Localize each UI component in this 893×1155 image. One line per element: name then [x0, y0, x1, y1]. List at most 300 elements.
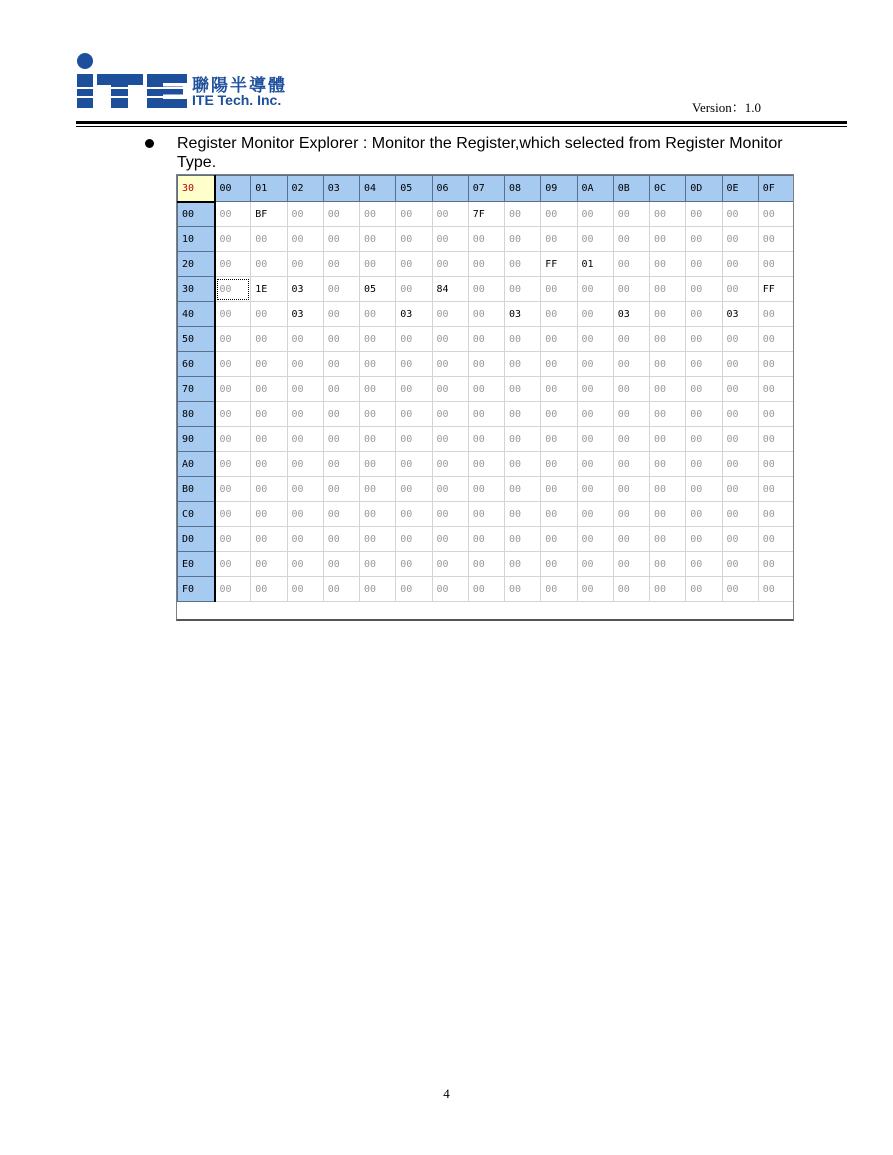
register-cell[interactable]: 00 [722, 477, 758, 502]
register-cell[interactable]: 00 [287, 402, 323, 427]
register-cell[interactable]: 00 [577, 577, 613, 602]
ite-logo [75, 52, 305, 112]
register-cell[interactable]: 00 [650, 527, 686, 552]
register-cell[interactable]: 00 [468, 552, 504, 577]
register-cell[interactable]: 00 [215, 377, 251, 402]
register-cell[interactable]: 00 [722, 252, 758, 277]
register-cell[interactable]: 00 [650, 427, 686, 452]
register-cell[interactable]: 00 [468, 352, 504, 377]
register-cell[interactable]: 00 [468, 402, 504, 427]
register-cell[interactable]: 00 [432, 427, 468, 452]
column-header-0F: 0F [758, 176, 794, 202]
register-cell[interactable]: 00 [650, 552, 686, 577]
register-cell[interactable]: 00 [686, 577, 722, 602]
row-header-90: 90 [178, 427, 215, 452]
register-cell[interactable]: 00 [541, 427, 577, 452]
register-cell[interactable]: 00 [505, 527, 541, 552]
register-cell[interactable]: 00 [432, 577, 468, 602]
register-cell[interactable]: 00 [686, 402, 722, 427]
register-cell[interactable]: 00 [251, 402, 287, 427]
register-cell[interactable]: 00 [215, 527, 251, 552]
register-cell[interactable]: 00 [215, 577, 251, 602]
register-cell[interactable]: 00 [577, 527, 613, 552]
register-cell[interactable]: 00 [613, 427, 649, 452]
register-cell[interactable]: 00 [396, 227, 432, 252]
register-cell[interactable]: 00 [323, 377, 359, 402]
register-cell[interactable]: 00 [686, 227, 722, 252]
register-cell[interactable]: 00 [505, 227, 541, 252]
row-header-40: 40 [178, 302, 215, 327]
register-cell[interactable]: 00 [722, 377, 758, 402]
column-header-09: 09 [541, 176, 577, 202]
register-cell[interactable]: 00 [323, 277, 359, 302]
register-cell[interactable]: 00 [505, 502, 541, 527]
register-cell[interactable]: 00 [577, 427, 613, 452]
register-cell[interactable]: 03 [287, 302, 323, 327]
register-cell[interactable]: 00 [468, 427, 504, 452]
register-cell[interactable]: 00 [432, 202, 468, 227]
register-cell[interactable]: 00 [505, 452, 541, 477]
register-cell[interactable]: 7F [468, 202, 504, 227]
register-cell[interactable]: 00 [758, 402, 794, 427]
register-cell[interactable]: 00 [650, 477, 686, 502]
register-cell[interactable]: 00 [251, 527, 287, 552]
register-cell[interactable]: 00 [541, 277, 577, 302]
register-cell[interactable]: 00 [541, 377, 577, 402]
register-cell[interactable]: 00 [360, 577, 396, 602]
register-cell[interactable]: 00 [215, 352, 251, 377]
register-cell[interactable]: 00 [323, 352, 359, 377]
register-cell[interactable]: 00 [215, 427, 251, 452]
register-cell[interactable]: 05 [360, 277, 396, 302]
register-cell[interactable]: 00 [541, 527, 577, 552]
column-header-05: 05 [396, 176, 432, 202]
register-cell[interactable]: 00 [541, 202, 577, 227]
row-header-20: 20 [178, 252, 215, 277]
register-cell[interactable]: 00 [686, 352, 722, 377]
register-cell[interactable]: 00 [577, 477, 613, 502]
register-cell[interactable]: 00 [577, 227, 613, 252]
register-cell[interactable]: 00 [360, 327, 396, 352]
register-cell[interactable]: 00 [541, 452, 577, 477]
register-cell[interactable]: 1E [251, 277, 287, 302]
register-cell[interactable]: 00 [722, 202, 758, 227]
register-cell[interactable]: 00 [650, 227, 686, 252]
register-cell[interactable]: 00 [287, 477, 323, 502]
register-cell[interactable]: 00 [432, 252, 468, 277]
register-cell[interactable]: 00 [722, 277, 758, 302]
register-cell[interactable]: 00 [686, 327, 722, 352]
register-cell[interactable]: 00 [396, 577, 432, 602]
register-cell[interactable]: 00 [323, 327, 359, 352]
row-header-60: 60 [178, 352, 215, 377]
register-cell[interactable]: 00 [613, 527, 649, 552]
register-cell[interactable]: 00 [323, 477, 359, 502]
register-cell[interactable]: 00 [722, 527, 758, 552]
register-cell[interactable]: 00 [287, 452, 323, 477]
table-row [178, 502, 795, 527]
grid-corner-cell: 30 [178, 176, 215, 202]
register-cell[interactable]: 00 [577, 452, 613, 477]
register-cell[interactable]: 00 [251, 452, 287, 477]
register-cell[interactable]: 00 [613, 202, 649, 227]
register-cell[interactable]: 00 [468, 377, 504, 402]
register-cell[interactable]: 00 [287, 502, 323, 527]
register-cell[interactable]: 03 [505, 302, 541, 327]
register-cell[interactable]: 00 [360, 527, 396, 552]
register-cell[interactable]: 00 [468, 452, 504, 477]
register-cell[interactable]: 01 [577, 252, 613, 277]
register-cell[interactable]: 00 [360, 452, 396, 477]
header-rule-thin [76, 126, 847, 127]
register-cell[interactable]: 00 [613, 327, 649, 352]
register-cell[interactable]: 00 [650, 577, 686, 602]
register-cell[interactable]: 00 [505, 577, 541, 602]
register-cell[interactable]: 00 [432, 402, 468, 427]
register-cell[interactable]: FF [541, 252, 577, 277]
register-cell[interactable]: 00 [251, 477, 287, 502]
column-header-03: 03 [323, 176, 359, 202]
register-cell[interactable]: 00 [323, 527, 359, 552]
register-cell[interactable]: 00 [758, 352, 794, 377]
register-cell[interactable]: 00 [541, 352, 577, 377]
register-cell[interactable]: 00 [396, 352, 432, 377]
register-cell[interactable]: 00 [432, 302, 468, 327]
register-cell[interactable]: 00 [323, 302, 359, 327]
register-cell[interactable]: 00 [251, 377, 287, 402]
register-cell[interactable]: 00 [758, 577, 794, 602]
register-cell[interactable]: 00 [215, 402, 251, 427]
register-cell[interactable]: 00 [758, 452, 794, 477]
register-cell[interactable]: 00 [215, 477, 251, 502]
register-cell[interactable]: 00 [396, 277, 432, 302]
register-cell[interactable]: 00 [650, 277, 686, 302]
register-cell[interactable]: 00 [505, 427, 541, 452]
register-cell[interactable]: 00 [650, 452, 686, 477]
register-cell[interactable]: 84 [432, 277, 468, 302]
register-cell[interactable]: 00 [287, 377, 323, 402]
register-cell[interactable]: 00 [432, 502, 468, 527]
register-cell[interactable]: 00 [468, 277, 504, 302]
register-cell[interactable]: 00 [215, 252, 251, 277]
register-cell[interactable]: 00 [396, 252, 432, 277]
register-cell[interactable]: 00 [215, 327, 251, 352]
register-cell[interactable]: 00 [758, 227, 794, 252]
row-header-F0: F0 [178, 577, 215, 602]
register-cell[interactable]: 00 [505, 327, 541, 352]
table-row [178, 227, 795, 252]
row-header-50: 50 [178, 327, 215, 352]
table-row [178, 352, 795, 377]
register-cell[interactable]: 00 [613, 452, 649, 477]
register-cell[interactable]: 00 [613, 227, 649, 252]
register-cell[interactable]: 00 [722, 227, 758, 252]
register-cell[interactable]: 00 [323, 402, 359, 427]
register-cell[interactable]: 00 [251, 427, 287, 452]
register-cell[interactable]: 03 [287, 277, 323, 302]
bullet-text: Register Monitor Explorer : Monitor the Register,which selected from Register Monitor Type. [177, 135, 783, 171]
register-cell[interactable]: 00 [686, 477, 722, 502]
register-cell[interactable]: 00 [541, 302, 577, 327]
register-cell[interactable]: 00 [650, 202, 686, 227]
register-cell[interactable]: 00 [323, 552, 359, 577]
register-cell[interactable]: 00 [686, 527, 722, 552]
register-cell[interactable]: 00 [432, 477, 468, 502]
row-header-70: 70 [178, 377, 215, 402]
table-row [178, 402, 795, 427]
column-header-0E: 0E [722, 176, 758, 202]
register-cell[interactable]: 00 [650, 252, 686, 277]
column-header-0B: 0B [613, 176, 649, 202]
register-cell[interactable]: 00 [251, 577, 287, 602]
register-cell[interactable]: 00 [722, 502, 758, 527]
register-cell[interactable]: 00 [541, 327, 577, 352]
register-cell[interactable]: 00 [468, 252, 504, 277]
register-cell[interactable]: 00 [577, 327, 613, 352]
register-cell[interactable]: 00 [215, 302, 251, 327]
register-cell[interactable]: 00 [613, 252, 649, 277]
register-cell[interactable]: 00 [758, 427, 794, 452]
version-label: Version：1.0 [692, 100, 761, 115]
register-cell[interactable]: 00 [686, 427, 722, 452]
register-cell[interactable]: 00 [505, 202, 541, 227]
row-header-80: 80 [178, 402, 215, 427]
register-cell[interactable]: 00 [722, 352, 758, 377]
register-cell[interactable]: 00 [323, 427, 359, 452]
register-cell[interactable]: 00 [505, 552, 541, 577]
company-name-cn: 聯陽半導體 [192, 76, 287, 96]
register-cell[interactable]: 00 [541, 577, 577, 602]
table-row [178, 302, 795, 327]
column-header-04: 04 [360, 176, 396, 202]
register-cell[interactable]: 00 [650, 377, 686, 402]
register-cell[interactable]: 00 [396, 452, 432, 477]
register-cell[interactable]: 00 [432, 377, 468, 402]
register-cell[interactable]: 00 [432, 452, 468, 477]
register-cell[interactable]: 00 [287, 327, 323, 352]
register-cell[interactable]: 00 [686, 452, 722, 477]
register-cell[interactable]: 00 [577, 552, 613, 577]
register-cell[interactable]: 03 [722, 302, 758, 327]
register-cell[interactable]: 00 [686, 377, 722, 402]
register-cell[interactable]: 00 [396, 552, 432, 577]
register-cell[interactable]: 00 [468, 302, 504, 327]
register-cell[interactable]: 00 [722, 577, 758, 602]
register-cell[interactable]: 00 [396, 377, 432, 402]
register-cell[interactable]: 00 [287, 227, 323, 252]
register-cell[interactable]: 00 [251, 552, 287, 577]
register-cell[interactable]: 00 [577, 202, 613, 227]
column-header-0A: 0A [577, 176, 613, 202]
register-cell[interactable]: 00 [323, 252, 359, 277]
register-cell[interactable]: 00 [613, 577, 649, 602]
register-cell[interactable]: 00 [251, 302, 287, 327]
table-row [178, 552, 795, 577]
register-cell[interactable]: 00 [613, 402, 649, 427]
register-cell[interactable]: 00 [432, 227, 468, 252]
register-cell[interactable]: 00 [468, 227, 504, 252]
register-cell[interactable]: 00 [323, 502, 359, 527]
register-cell[interactable]: 00 [287, 427, 323, 452]
register-cell[interactable]: 00 [360, 502, 396, 527]
register-cell[interactable]: 00 [360, 402, 396, 427]
register-cell[interactable]: 00 [650, 352, 686, 377]
register-cell[interactable]: 00 [215, 202, 251, 227]
register-cell[interactable]: 00 [396, 202, 432, 227]
register-cell[interactable]: 00 [758, 477, 794, 502]
register-cell[interactable]: 00 [251, 502, 287, 527]
table-row [178, 527, 795, 552]
register-cell[interactable]: 00 [541, 552, 577, 577]
register-cell[interactable]: 00 [468, 502, 504, 527]
register-cell[interactable]: 03 [613, 302, 649, 327]
register-cell[interactable]: 00 [650, 402, 686, 427]
register-cell[interactable]: 00 [432, 327, 468, 352]
register-cell[interactable]: 00 [505, 352, 541, 377]
register-cell[interactable]: 00 [722, 327, 758, 352]
register-cell[interactable]: 00 [758, 377, 794, 402]
register-cell[interactable]: 00 [613, 377, 649, 402]
register-cell[interactable]: 00 [432, 527, 468, 552]
register-cell[interactable]: 00 [360, 202, 396, 227]
table-row [178, 427, 795, 452]
register-cell[interactable]: 00 [323, 202, 359, 227]
register-cell[interactable]: 00 [650, 327, 686, 352]
register-cell[interactable]: 00 [577, 502, 613, 527]
register-cell[interactable]: 00 [505, 277, 541, 302]
register-cell[interactable]: 00 [432, 552, 468, 577]
register-cell[interactable]: 00 [251, 352, 287, 377]
register-cell[interactable]: FF [758, 277, 794, 302]
register-cell[interactable]: 00 [541, 502, 577, 527]
register-cell[interactable]: 00 [758, 327, 794, 352]
register-cell[interactable]: 00 [360, 302, 396, 327]
register-cell[interactable]: 00 [577, 302, 613, 327]
register-cell[interactable]: 00 [396, 527, 432, 552]
column-header-0D: 0D [686, 176, 722, 202]
register-cell[interactable]: 00 [360, 477, 396, 502]
register-cell[interactable]: 00 [577, 402, 613, 427]
register-cell[interactable]: 00 [360, 552, 396, 577]
register-cell[interactable]: 00 [360, 352, 396, 377]
register-cell[interactable]: 00 [396, 477, 432, 502]
register-cell[interactable]: 00 [577, 277, 613, 302]
register-cell[interactable]: 00 [215, 277, 251, 302]
register-cell[interactable]: 00 [468, 327, 504, 352]
column-header-02: 02 [287, 176, 323, 202]
register-cell[interactable]: 00 [287, 527, 323, 552]
register-cell[interactable]: 00 [323, 227, 359, 252]
register-cell[interactable]: 00 [360, 427, 396, 452]
register-cell[interactable]: 00 [758, 552, 794, 577]
register-cell[interactable]: 03 [396, 302, 432, 327]
register-cell[interactable]: 00 [323, 452, 359, 477]
register-cell[interactable]: 00 [686, 252, 722, 277]
register-cell[interactable]: 00 [251, 327, 287, 352]
row-header-E0: E0 [178, 552, 215, 577]
row-header-D0: D0 [178, 527, 215, 552]
register-cell[interactable]: 00 [541, 402, 577, 427]
register-cell[interactable]: 00 [577, 352, 613, 377]
register-cell[interactable]: 00 [505, 402, 541, 427]
register-cell[interactable]: 00 [360, 377, 396, 402]
table-row [178, 377, 795, 402]
register-cell[interactable]: 00 [613, 352, 649, 377]
table-row [178, 577, 795, 602]
register-cell[interactable]: 00 [722, 552, 758, 577]
register-cell[interactable]: 00 [468, 527, 504, 552]
register-cell[interactable]: 00 [650, 502, 686, 527]
register-cell[interactable]: 00 [215, 452, 251, 477]
register-cell[interactable]: 00 [758, 527, 794, 552]
register-cell[interactable]: 00 [396, 402, 432, 427]
register-cell[interactable]: 00 [215, 502, 251, 527]
register-cell[interactable]: 00 [686, 302, 722, 327]
table-row [178, 452, 795, 477]
register-cell[interactable]: 00 [251, 252, 287, 277]
register-cell[interactable]: 00 [722, 427, 758, 452]
register-cell[interactable]: 00 [360, 227, 396, 252]
register-cell[interactable]: 00 [323, 577, 359, 602]
register-cell[interactable]: 00 [468, 577, 504, 602]
page-number: 4 [443, 1086, 450, 1101]
column-header-07: 07 [468, 176, 504, 202]
register-cell[interactable]: 00 [287, 552, 323, 577]
register-cell[interactable]: 00 [613, 552, 649, 577]
column-header-08: 08 [505, 176, 541, 202]
register-cell[interactable]: 00 [215, 227, 251, 252]
register-cell[interactable]: BF [251, 202, 287, 227]
register-cell[interactable]: 00 [686, 202, 722, 227]
register-cell[interactable]: 00 [758, 202, 794, 227]
register-cell[interactable]: 00 [432, 352, 468, 377]
register-cell[interactable]: 00 [650, 302, 686, 327]
register-cell[interactable]: 00 [541, 227, 577, 252]
table-row [178, 327, 795, 352]
register-cell[interactable]: 00 [287, 202, 323, 227]
register-cell[interactable]: 00 [396, 427, 432, 452]
register-cell[interactable]: 00 [686, 277, 722, 302]
register-cell[interactable]: 00 [468, 477, 504, 502]
register-cell[interactable]: 00 [613, 477, 649, 502]
ite-logo-mark [75, 52, 191, 110]
register-cell[interactable]: 00 [287, 577, 323, 602]
register-cell[interactable]: 00 [360, 252, 396, 277]
register-cell[interactable]: 00 [505, 477, 541, 502]
register-cell[interactable]: 00 [758, 502, 794, 527]
register-cell[interactable]: 00 [686, 552, 722, 577]
register-cell[interactable]: 00 [758, 252, 794, 277]
register-cell[interactable]: 00 [251, 227, 287, 252]
register-cell[interactable]: 00 [215, 552, 251, 577]
register-cell[interactable]: 00 [722, 452, 758, 477]
register-cell[interactable]: 00 [577, 377, 613, 402]
register-cell[interactable]: 00 [287, 352, 323, 377]
register-cell[interactable]: 00 [505, 377, 541, 402]
register-cell[interactable]: 00 [396, 502, 432, 527]
register-cell[interactable]: 00 [613, 277, 649, 302]
register-cell[interactable]: 00 [722, 402, 758, 427]
register-cell[interactable]: 00 [287, 252, 323, 277]
register-cell[interactable]: 00 [758, 302, 794, 327]
register-cell[interactable]: 00 [541, 477, 577, 502]
column-header-01: 01 [251, 176, 287, 202]
register-cell[interactable]: 00 [613, 502, 649, 527]
register-cell[interactable]: 00 [686, 502, 722, 527]
register-cell[interactable]: 00 [396, 327, 432, 352]
register-cell[interactable]: 00 [505, 252, 541, 277]
row-header-B0: B0 [178, 477, 215, 502]
